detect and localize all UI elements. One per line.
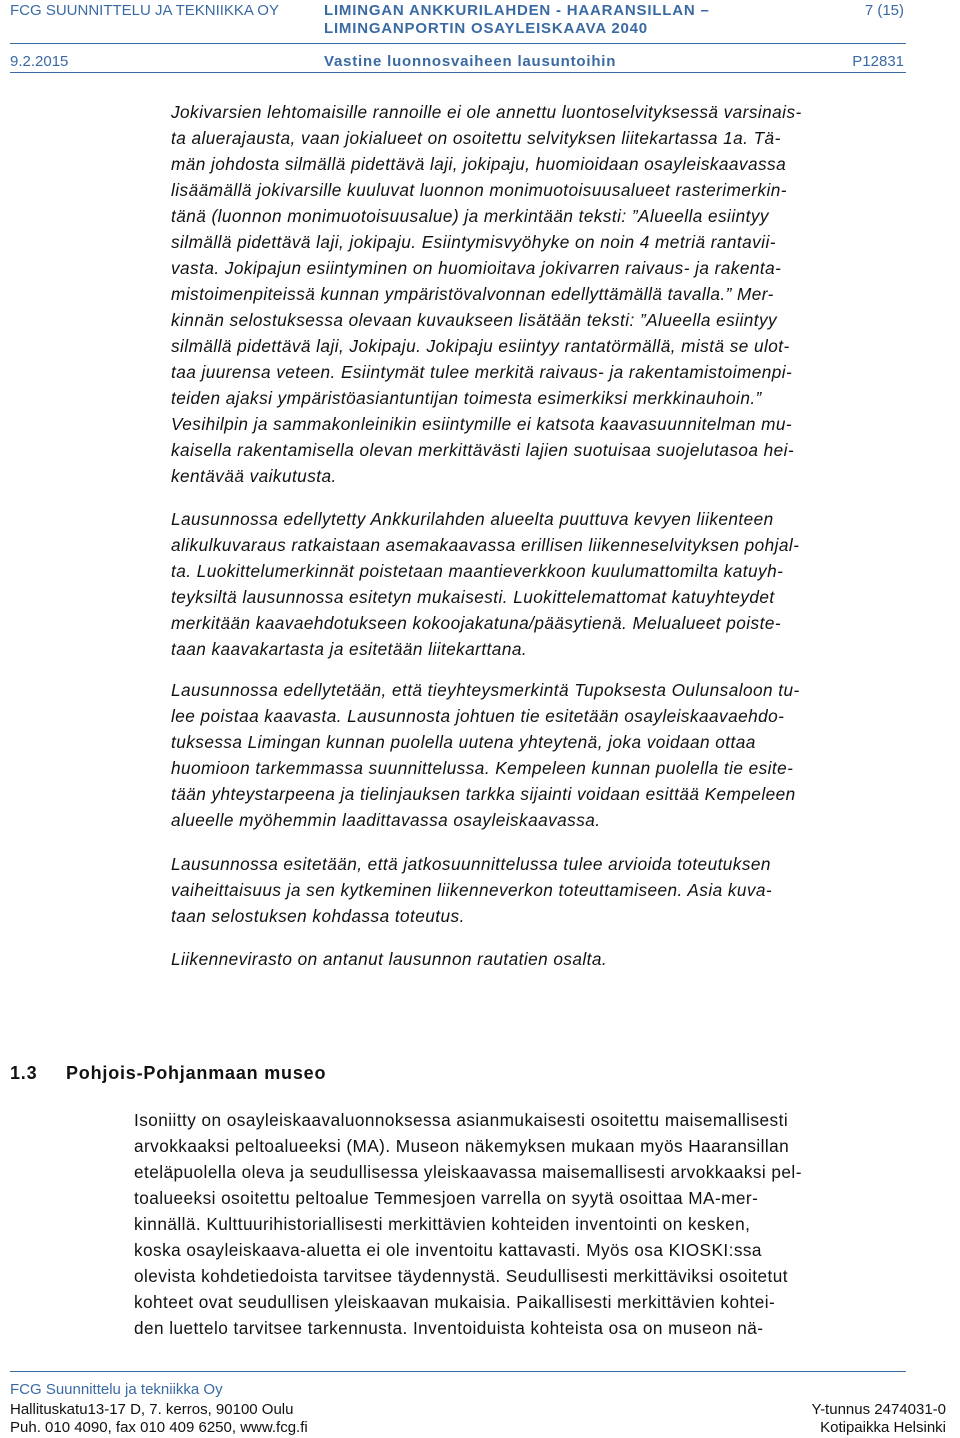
text-line: lee poistaa kaavasta. Lausunnosta johtuen tie esitetään osayleiskaavaehdo- <box>171 706 785 726</box>
header-subject: Vastine luonnosvaiheen lausuntoihin <box>324 53 617 70</box>
text-line: alikulkuvaraus ratkaistaan asemakaavassa erillisen liikenneselvityksen pohjal- <box>171 535 800 555</box>
text-line: silmällä pidettävä laji, jokipaju. Esiintymisvyöhyke on noin 4 metriä rantavii- <box>171 232 776 252</box>
footer-rule <box>10 1371 906 1372</box>
section-number: 1.3 <box>10 1063 38 1083</box>
section-title: Pohjois-Pohjanmaan museo <box>66 1063 327 1083</box>
footer-address: Hallituskatu13-17 D, 7. kerros, 90100 Oulu <box>10 1401 294 1418</box>
text-line: tään yhteystarpeena ja tielinjauksen tarkka sijainti voidaan esittää Kempeleen <box>171 784 796 804</box>
museum-statement-paragraph <box>134 1107 901 1341</box>
header-date: 9.2.2015 <box>10 53 69 70</box>
response-paragraph-road-link <box>171 677 901 833</box>
text-line: alueelle myöhemmin laadittavassa osayleiskaavassa. <box>171 810 601 830</box>
footer-company: FCG Suunnittelu ja tekniikka Oy <box>10 1381 223 1398</box>
text-line: toalueeksi osoitettu peltoalue Temmesjoen varrella on syytä osoittaa MA-mer- <box>134 1188 759 1208</box>
text-line: ta aluerajausta, vaan jokialueet on osoitettu selvityksen liitekartassa 1a. Tä- <box>171 128 781 148</box>
text-line: Vesihilpin ja sammakonleinikin esiintymille ei katsota kaavasuunnitelman mu- <box>171 414 793 434</box>
text-line: huomioon tarkemmassa suunnittelussa. Kempeleen kunnan puolella tie esite- <box>171 758 794 778</box>
text-line: taa juurensa veteen. Esiintymät tulee merkitä raivaus- ja rakentamistoimenpi- <box>171 362 793 382</box>
header-rule-top <box>10 43 906 44</box>
text-line: merkitään kaavaehdotukseen kokoojakatuna/pääsytienä. Melualueet poiste- <box>171 613 782 633</box>
text-line: tuksessa Limingan kunnan puolella uutena yhteytenä, joka voidaan ottaa <box>171 732 756 752</box>
response-paragraph-phasing <box>171 851 901 929</box>
text-line: Lausunnossa edellytetään, että tieyhteysmerkintä Tupoksesta Oulunsaloon tu- <box>171 680 800 700</box>
header-rule-bottom <box>10 72 906 73</box>
footer-domicile: Kotipaikka Helsinki <box>820 1419 946 1436</box>
text-line: kinnän selostuksessa olevaan kuvaukseen lisätään teksti: ”Alueella esiintyy <box>171 310 778 330</box>
footer-business-id: Y-tunnus 2474031-0 <box>811 1401 946 1418</box>
text-line: vaiheittaisuus ja sen kytkeminen liikenneverkon toteuttamiseen. Asia kuva- <box>171 880 773 900</box>
text-line: män johdosta silmällä pidettävä laji, jokipaju, huomioidaan osayleiskaavassa <box>171 154 787 174</box>
text-line: taan kaavakartasta ja esitetään liitekarttana. <box>171 639 528 659</box>
text-line: teyksiltä lausunnossa esitetyn mukaisesti. Luokittelemattomat katuyhteydet <box>171 587 775 607</box>
text-line: den luettelo tarvitsee tarkennusta. Inventoiduista kohteista osa on museon nä- <box>134 1318 764 1338</box>
text-line: Isoniitty on osayleiskaavaluonnoksessa asianmukaisesti osoitettu maisemallisesti <box>134 1110 789 1130</box>
page-number: 7 (15) <box>864 2 904 19</box>
response-paragraph-riverbank <box>171 99 901 489</box>
text-line: teiden ajaksi ympäristöasiantuntijan toimesta esimerkiksi merkkinauhoin.” <box>171 388 762 408</box>
text-line: vasta. Jokipajun esiintyminen on huomioitava jokivarren raivaus- ja rakenta- <box>171 258 782 278</box>
text-line: taan selostuksen kohdassa toteutus. <box>171 906 465 926</box>
text-line: kinnällä. Kulttuurihistoriallisesti merkittävien kohteiden inventointi on kesken, <box>134 1214 751 1234</box>
text-line: Jokivarsien lehtomaisille rannoille ei ole annettu luontoselvityksessä varsinais- <box>171 102 802 122</box>
text-line: mistoimenpiteissä kunnan ympäristövalvonnan edellyttämällä tavalla.” Mer- <box>171 284 774 304</box>
response-paragraph-underpass <box>171 506 901 662</box>
text-line: koska osayleiskaava-aluetta ei ole inventoitu kattavasti. Myös osa KIOSKI:ssa <box>134 1240 762 1260</box>
text-line: tänä (luonnon monimuotoisuusalue) ja merkintään teksti: ”Alueella esiintyy <box>171 206 769 226</box>
text-line: silmällä pidettävä laji, Jokipaju. Jokipaju esiintyy rantatörmällä, mistä se ulot- <box>171 336 790 356</box>
header-project-number: P12831 <box>852 53 904 70</box>
header-company: FCG SUUNNITTELU JA TEKNIIKKA OY <box>10 2 279 19</box>
footer-contact: Puh. 010 4090, fax 010 409 6250, www.fcg.fi <box>10 1419 308 1436</box>
text-line: eteläpuolella oleva ja seudullisessa yleiskaavassa maisemallisesti arvokkaaksi pel- <box>134 1162 802 1182</box>
text-line: kentävää vaikutusta. <box>171 466 337 486</box>
text-line: ta. Luokittelumerkinnät poistetaan maantieverkkoon kuulumattomilta katuyh- <box>171 561 784 581</box>
text-line: olevista kohdetiedoista tarvitsee täydennystä. Seudullisesti merkittäviksi osoitetut <box>134 1266 788 1286</box>
text-line: lisäämällä jokivarsille kuuluvat luonnon monimuotoisuusalueet rasterimerkin- <box>171 180 787 200</box>
text-line: kohteet ovat seudullisen yleiskaavan mukaisia. Paikallisesti merkittävien kohtei- <box>134 1292 776 1312</box>
text-line: Lausunnossa edellytetty Ankkurilahden alueelta puuttuva kevyen liikenteen <box>171 509 774 529</box>
response-paragraph-railway: Liikennevirasto on antanut lausunnon rautatien osalta. <box>171 949 608 969</box>
text-line: arvokkaaksi peltoalueeksi (MA). Museon näkemyksen mukaan myös Haaransillan <box>134 1136 790 1156</box>
text-line: Lausunnossa esitetään, että jatkosuunnittelussa tulee arvioida toteutuksen <box>171 854 771 874</box>
text-line: kaisella rakentamisella olevan merkittävästi lajien suotuisaa suojelutasoa hei- <box>171 440 795 460</box>
header-title-line1: LIMINGAN ANKKURILAHDEN - HAARANSILLAN – <box>324 2 710 19</box>
header-title-line2: LIMINGANPORTIN OSAYLEISKAAVA 2040 <box>324 20 648 37</box>
